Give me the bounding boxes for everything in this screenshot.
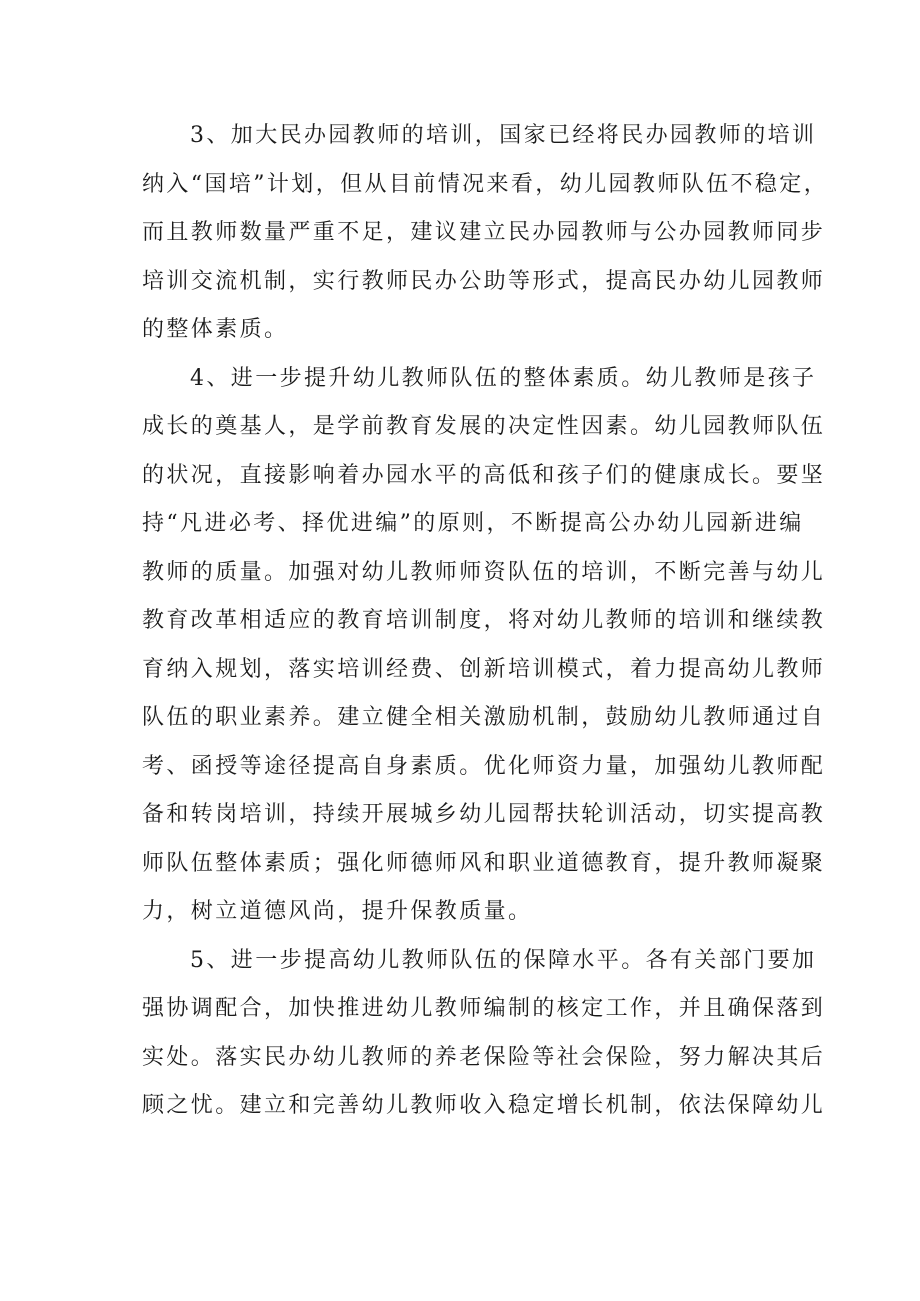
paragraph-line: 育纳入规划，落实培训经费、创新培训模式，着力提高幼儿教师 <box>142 656 826 682</box>
paragraph-line: 4、进一步提升幼儿教师队伍的整体素质。幼儿教师是孩子 <box>190 365 817 391</box>
paragraph-line: 备和转岗培训，持续开展城乡幼儿园帮扶轮训活动，切实提高教 <box>142 802 826 827</box>
paragraph-line: 考、函授等途径提高自身素质。优化师资力量，加强幼儿教师配 <box>142 753 826 779</box>
paragraph-line: 培训交流机制，实行教师民办公助等形式，提高民办幼儿园教师 <box>142 268 826 294</box>
paragraph-line: 教育改革相适应的教育培训制度，将对幼儿教师的培训和继续教 <box>142 608 826 633</box>
paragraph-line: 5、进一步提高幼儿教师队伍的保障水平。各有关部门要加 <box>190 947 817 973</box>
paragraph-5 <box>142 937 826 1131</box>
paragraph-line: 实处。落实民办幼儿教师的养老保险等社会保险，努力解决其后 <box>142 1044 826 1070</box>
paragraph-line: 的状况，直接影响着办园水平的高低和孩子们的健康成长。要坚 <box>142 462 826 488</box>
paragraph-line: 成长的奠基人，是学前教育发展的决定性因素。幼儿园教师队伍 <box>142 414 826 439</box>
document-body <box>142 112 829 1131</box>
paragraph-line: 力，树立道德风尚，提升保教质量。 <box>142 899 533 924</box>
paragraph-4 <box>142 355 826 937</box>
paragraph-line: 而且教师数量严重不足，建议建立民办园教师与公办园教师同步 <box>142 220 826 245</box>
paragraph-line: 队伍的职业素养。建立健全相关激励机制，鼓励幼儿教师通过自 <box>142 705 826 730</box>
paragraph-line: 纳入“国培”计划，但从目前情况来看，幼儿园教师队伍不稳定， <box>142 171 829 197</box>
paragraph-line: 3、加大民办园教师的培训，国家已经将民办园教师的培训 <box>190 123 817 148</box>
paragraph-3 <box>142 112 829 355</box>
paragraph-line: 持“凡进必考、择优进编”的原则，不断提高公办幼儿园新进编 <box>142 511 804 536</box>
paragraph-line: 的整体素质。 <box>142 317 289 342</box>
paragraph-line: 强协调配合，加快推进幼儿教师编制的核定工作，并且确保落到 <box>142 996 826 1021</box>
paragraph-line: 顾之忧。建立和完善幼儿教师收入稳定增长机制，依法保障幼儿 <box>142 1093 826 1118</box>
paragraph-line: 师队伍整体素质；强化师德师风和职业道德教育，提升教师凝聚 <box>142 850 826 876</box>
paragraph-line: 教师的质量。加强对幼儿教师师资队伍的培训，不断完善与幼儿 <box>142 559 826 585</box>
